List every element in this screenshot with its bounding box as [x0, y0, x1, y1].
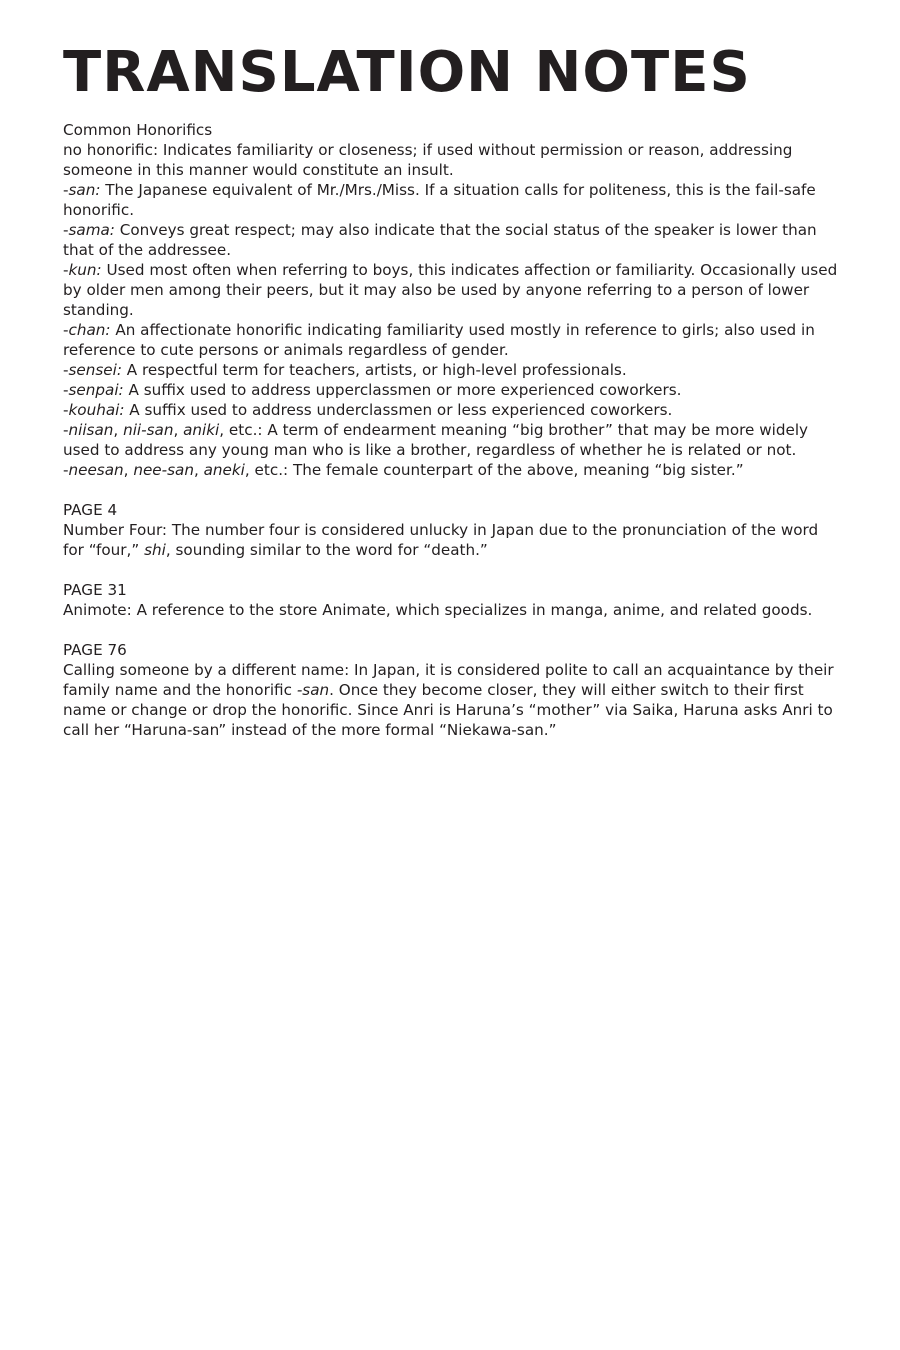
honorifics-section: [63, 120, 843, 480]
note-page-31: [63, 580, 843, 620]
separator: ,: [123, 461, 134, 479]
note-text: [63, 660, 843, 740]
note-text-part: Calling someone by a different name: In Japan, it is considered polite to call an acquaintance by their family name and the honorific: [63, 661, 834, 699]
honorific-item: [63, 140, 843, 180]
section-spacer: [63, 620, 843, 640]
section-spacer: [63, 480, 843, 500]
honorific-term: aneki: [203, 461, 245, 479]
section-spacer: [63, 560, 843, 580]
honorific-prefix: -: [63, 181, 69, 199]
honorific-text: The Japanese equivalent of Mr./Mrs./Miss. If a situation calls for politeness, this is the fail-safe honorific.: [63, 181, 816, 219]
note-text-part: . Once they become closer, they will either switch to their first name or change or drop the honorific. Since Anri is Haruna’s “mother” via Saika, Haruna asks Anri to call her “Haruna-san” instead of the more formal “Niekawa-san.”: [63, 681, 833, 739]
honorific-term: aniki: [183, 421, 220, 439]
honorific-prefix: -: [63, 221, 69, 239]
honorific-term: chan:: [68, 321, 111, 339]
honorific-item: [63, 180, 843, 220]
honorific-term: nii-san: [123, 421, 174, 439]
note-page-label: PAGE 4: [63, 501, 118, 519]
honorific-text: An affectionate honorific indicating familiarity used mostly in reference to girls; also used in reference to cute persons or animals regardless of gender.: [63, 321, 815, 359]
separator: ,: [113, 421, 124, 439]
honorific-text: A respectful term for teachers, artists, or high-level professionals.: [121, 361, 627, 379]
note-page-label: PAGE 76: [63, 641, 127, 659]
honorific-prefix: -: [63, 421, 69, 439]
separator: ,: [173, 421, 184, 439]
honorific-term: san:: [68, 181, 101, 199]
honorific-text: , etc.: The female counterpart of the above, meaning “big sister.”: [244, 461, 744, 479]
separator: ,: [193, 461, 204, 479]
honorific-item-niisan: [63, 420, 843, 460]
note-text-part: Animote: A reference to the store Animate, which specializes in manga, anime, and related goods.: [63, 601, 813, 619]
honorific-term: no honorific:: [63, 141, 159, 159]
note-italic-term: -san: [296, 681, 330, 699]
honorific-term: kun:: [68, 261, 102, 279]
honorific-item: [63, 400, 843, 420]
note-text-part: Number Four: The number four is considered unlucky in Japan due to the pronunciation of the word for “four,”: [63, 521, 819, 559]
honorific-text: , etc.: A term of endearment meaning “big brother” that may be more widely used to address any young man who is like a brother, regardless of whether he is related or not.: [63, 421, 809, 459]
honorific-prefix: -: [63, 401, 69, 419]
honorific-term: nee-san: [133, 461, 194, 479]
honorific-text: A suffix used to address underclassmen or less experienced coworkers.: [124, 401, 673, 419]
honorific-item: [63, 380, 843, 400]
honorific-prefix: -: [63, 461, 69, 479]
honorific-item-neesan: [63, 460, 843, 480]
page: [63, 40, 843, 740]
honorific-term: senpai:: [68, 381, 124, 399]
honorific-item: [63, 320, 843, 360]
note-text: [63, 600, 843, 620]
note-page-76: [63, 640, 843, 740]
honorific-text: A suffix used to address upperclassmen or more experienced coworkers.: [123, 381, 682, 399]
honorific-text: Used most often when referring to boys, this indicates affection or familiarity. Occasionally used by older men among their peers, but it may also be used by anyone referring to a person of lower standing.: [63, 261, 838, 319]
honorific-prefix: -: [63, 261, 69, 279]
note-text-part: , sounding similar to the word for “death.”: [165, 541, 488, 559]
honorific-prefix: -: [63, 381, 69, 399]
honorifics-heading: Common Honorifics: [63, 121, 213, 139]
honorific-term: sensei:: [68, 361, 122, 379]
honorific-item: [63, 360, 843, 380]
honorific-item: [63, 260, 843, 320]
honorific-text: Conveys great respect; may also indicate that the social status of the speaker is lower than that of the addressee.: [63, 221, 817, 259]
honorific-prefix: -: [63, 361, 69, 379]
honorific-term: neesan: [68, 461, 124, 479]
note-italic-term: shi: [144, 541, 166, 559]
note-page-label: PAGE 31: [63, 581, 127, 599]
honorific-text: Indicates familiarity or closeness; if used without permission or reason, addressing someone in this manner would constitute an insult.: [63, 141, 793, 179]
page-title: TRANSLATION NOTES: [63, 40, 751, 105]
honorific-term: sama:: [68, 221, 115, 239]
note-text: [63, 520, 843, 560]
honorific-item: [63, 220, 843, 260]
note-page-4: [63, 500, 843, 560]
honorific-prefix: -: [63, 321, 69, 339]
honorific-term: kouhai:: [68, 401, 125, 419]
honorific-term: niisan: [68, 421, 114, 439]
